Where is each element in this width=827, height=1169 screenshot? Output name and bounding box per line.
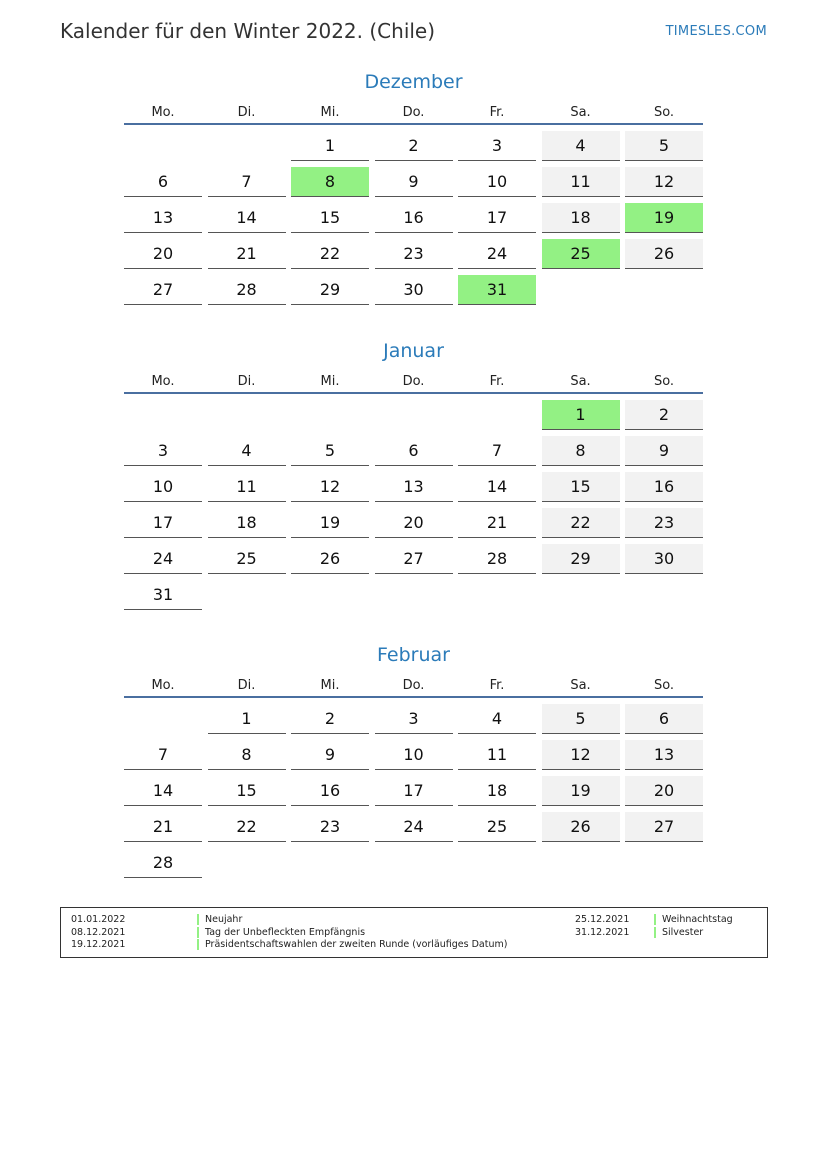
day-cell: 26 [291,544,369,574]
day-cell: 20 [375,508,453,538]
legend-name: Präsidentschaftswahlen der zweiten Runde (vorläufiges Datum) [205,939,508,950]
day-cell: 23 [375,239,453,269]
day-cell: 14 [124,776,202,806]
day-cell: 15 [208,776,286,806]
day-cell: 4 [458,704,536,734]
day-cell: 27 [375,544,453,574]
day-cell: 26 [542,812,620,842]
holiday-marker [197,927,199,938]
day-cell: 4 [208,436,286,466]
day-cell: 9 [375,167,453,197]
day-cell: 14 [458,472,536,502]
weekday-label: Di. [237,374,256,389]
legend-name: Silvester [662,927,704,938]
day-cell: 21 [208,239,286,269]
day-cell: 16 [625,472,703,502]
day-cell-holiday: 25 [542,239,620,269]
weekday-label: Fr. [489,374,505,389]
day-cell: 1 [291,131,369,161]
site-link[interactable]: TIMESLES.COM [665,24,767,39]
weekday-label: Sa. [570,374,591,389]
day-cell: 20 [124,239,202,269]
day-cell: 26 [625,239,703,269]
day-cell: 17 [124,508,202,538]
day-cell: 29 [542,544,620,574]
day-cell-holiday: 8 [291,167,369,197]
month-dezember [124,70,703,299]
weekday-label: Do. [402,105,425,120]
holiday-marker [197,914,199,925]
weekday-header [124,105,703,125]
day-cell: 7 [458,436,536,466]
day-cell: 6 [625,704,703,734]
day-cell: 6 [124,167,202,197]
legend-date: 31.12.2021 [575,927,630,938]
day-cell: 7 [208,167,286,197]
day-cell: 10 [375,740,453,770]
weekday-header [124,678,703,698]
holiday-marker [197,939,199,950]
legend-item [575,913,755,926]
day-cell: 23 [625,508,703,538]
weekday-label: Mo. [151,374,175,389]
month-januar [124,339,703,604]
day-cell: 18 [208,508,286,538]
day-cell: 9 [625,436,703,466]
legend-name: Weihnachtstag [662,914,733,925]
header-rule [124,123,703,125]
day-cell: 2 [625,400,703,430]
day-cell: 17 [375,776,453,806]
day-cell: 4 [542,131,620,161]
day-cell: 23 [291,812,369,842]
weekday-label: Fr. [489,105,505,120]
day-cell: 8 [208,740,286,770]
month-title: Januar [383,340,444,362]
day-cell: 22 [208,812,286,842]
day-cell: 25 [208,544,286,574]
day-cell: 19 [542,776,620,806]
weekday-label: Do. [402,678,425,693]
day-cell: 12 [542,740,620,770]
day-cell: 28 [208,275,286,305]
day-cell: 9 [291,740,369,770]
day-cell: 6 [375,436,453,466]
legend-name: Neujahr [205,914,243,925]
day-cell: 22 [291,239,369,269]
day-cell: 15 [542,472,620,502]
day-cell: 16 [375,203,453,233]
page-title: Kalender für den Winter 2022. (Chile) [60,19,436,43]
day-cell: 20 [625,776,703,806]
day-cell: 10 [124,472,202,502]
day-cell: 18 [542,203,620,233]
legend-item [71,938,551,951]
day-cell: 15 [291,203,369,233]
legend-date: 19.12.2021 [71,939,126,950]
day-cell: 1 [208,704,286,734]
day-cell: 13 [124,203,202,233]
day-cell: 11 [208,472,286,502]
day-cell: 10 [458,167,536,197]
day-cell: 21 [124,812,202,842]
holiday-marker [654,927,656,938]
day-cell: 30 [625,544,703,574]
day-cell: 17 [458,203,536,233]
month-title: Februar [377,644,450,666]
weekday-label: Fr. [489,678,505,693]
legend-date: 25.12.2021 [575,914,630,925]
weekday-label: Di. [237,678,256,693]
weekday-label: Mo. [151,105,175,120]
day-cell: 30 [375,275,453,305]
day-cell: 27 [124,275,202,305]
holiday-marker [654,914,656,925]
day-cell: 14 [208,203,286,233]
weekday-label: Mi. [320,678,340,693]
day-cell: 13 [375,472,453,502]
holiday-legend [60,907,768,958]
day-cell: 19 [291,508,369,538]
day-cell: 12 [625,167,703,197]
legend-name: Tag der Unbefleckten Empfängnis [205,927,366,938]
day-cell: 5 [542,704,620,734]
day-cell: 13 [625,740,703,770]
day-cell: 2 [291,704,369,734]
header-rule [124,696,703,698]
weekday-label: Do. [402,374,425,389]
day-cell: 11 [458,740,536,770]
month-februar [124,643,703,872]
day-cell: 12 [291,472,369,502]
day-cell: 18 [458,776,536,806]
day-cell: 28 [124,848,202,878]
day-cell: 11 [542,167,620,197]
weekday-label: Sa. [570,105,591,120]
month-title: Dezember [364,71,463,93]
day-cell: 16 [291,776,369,806]
weekday-label: Mi. [320,374,340,389]
weekday-label: Sa. [570,678,591,693]
legend-item [575,926,755,939]
day-cell: 31 [124,580,202,610]
day-cell: 3 [124,436,202,466]
page-header [60,19,767,45]
day-cell-holiday: 1 [542,400,620,430]
day-cell-holiday: 19 [625,203,703,233]
day-cell: 21 [458,508,536,538]
day-cell: 25 [458,812,536,842]
day-cell: 5 [291,436,369,466]
legend-date: 08.12.2021 [71,927,126,938]
weekday-label: So. [653,678,675,693]
weekday-header [124,374,703,394]
day-cell: 5 [625,131,703,161]
header-rule [124,392,703,394]
day-cell: 3 [375,704,453,734]
weekday-label: So. [653,105,675,120]
day-cell: 7 [124,740,202,770]
day-cell: 8 [542,436,620,466]
day-cell: 28 [458,544,536,574]
day-cell: 2 [375,131,453,161]
legend-item [71,913,551,926]
weekday-label: So. [653,374,675,389]
weekday-label: Mo. [151,678,175,693]
day-cell: 24 [124,544,202,574]
day-cell: 24 [458,239,536,269]
day-cell: 24 [375,812,453,842]
weekday-label: Di. [237,105,256,120]
legend-date: 01.01.2022 [71,914,126,925]
day-cell: 3 [458,131,536,161]
day-cell-holiday: 31 [458,275,536,305]
day-cell: 27 [625,812,703,842]
day-cell: 22 [542,508,620,538]
day-cell: 29 [291,275,369,305]
weekday-label: Mi. [320,105,340,120]
